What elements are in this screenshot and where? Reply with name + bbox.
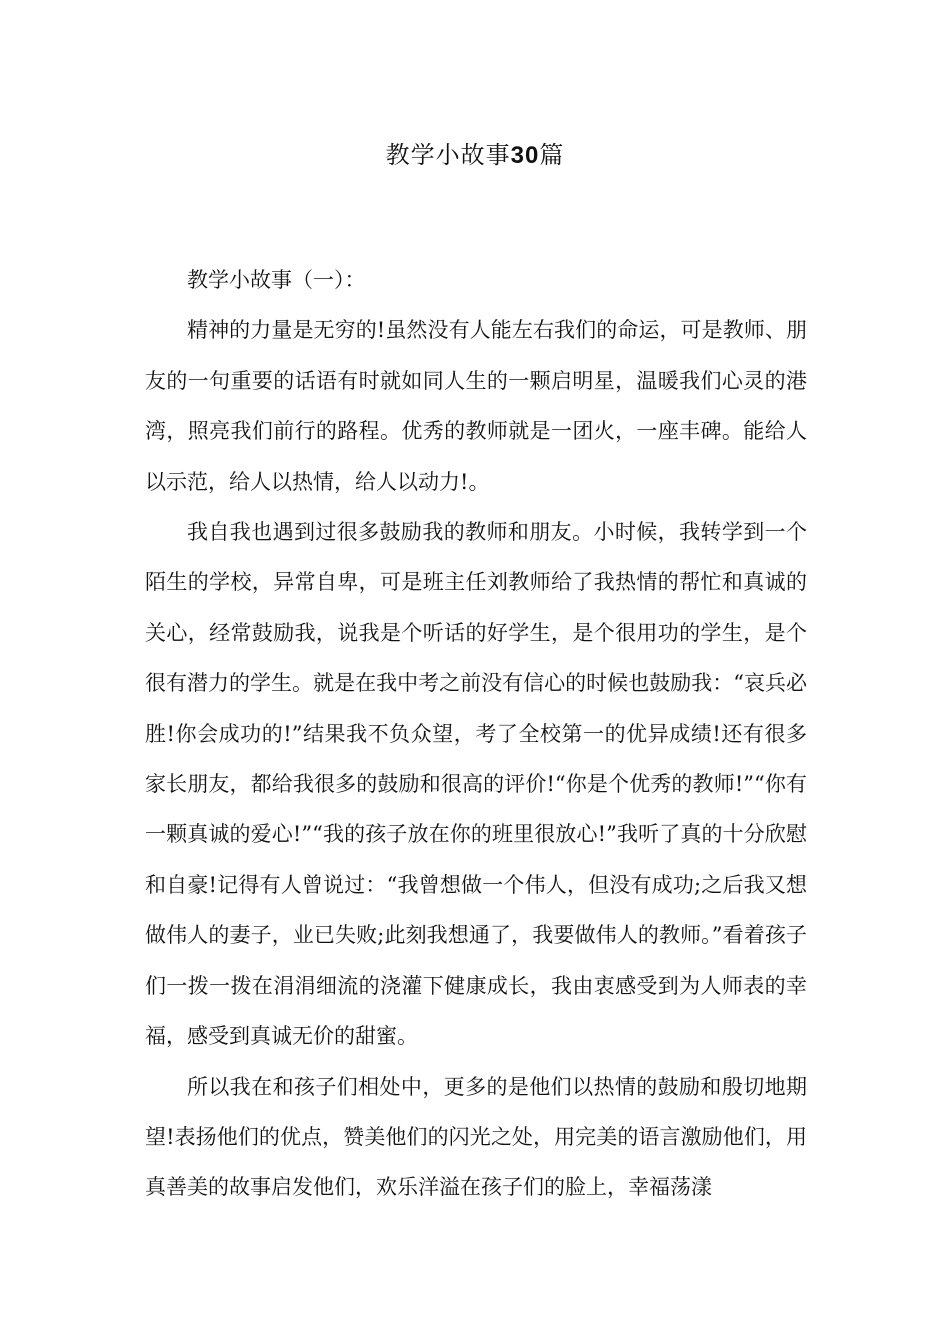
paragraph: 所以我在和孩子们相处中，更多的是他们以热情的鼓励和殷切地期望!表扬他们的优点，赞美他们的闪光之处，用完美的语言激励他们，用真善美的故事启发他们，欢乐洋溢在孩子们的脸上，幸福荡漾 bbox=[145, 1074, 807, 1200]
title-suffix: 篇 bbox=[539, 141, 565, 169]
paragraph: 精神的力量是无穷的!虽然没有人能左右我们的命运，可是教师、朋友的一句重要的话语有时就如同人生的一颗启明星，温暖我们心灵的港湾，照亮我们前行的路程。优秀的教师就是一团火，一座丰碑。能给人以示范，给人以热情，给人以动力!。 bbox=[145, 318, 807, 494]
title-number: 30 bbox=[510, 142, 540, 169]
document-title bbox=[0, 138, 950, 173]
section-heading: 教学小故事（一）： bbox=[187, 268, 366, 292]
paragraph: 我自我也遇到过很多鼓励我的教师和朋友。小时候，我转学到一个陌生的学校，异常自卑，可是班主任刘教师给了我热情的帮忙和真诚的关心，经常鼓励我，说我是个听话的好学生，是个很用功的学生，是个很有潜力的学生。就是在我中考之前没有信心的时候也鼓励我：“哀兵必胜!你会成功的!”结果我不负众望，考了全校第一的优异成绩!还有很多家长朋友，都给我很多的鼓励和很高的评价!“你是个优秀的教师!”“你有一颗真诚的爱心!”“我的孩子放在你的班里很放心!”我听了真的十分欣慰和自豪!记得有人曾说过：“我曾想做一个伟人，但没有成功;之后我又想做伟人的妻子，业已失败;此刻我想通了，我要做伟人的教师。”看着孩子们一拨一拨在涓涓细流的浇灌下健康成长，我由衷感受到为人师表的幸福，感受到真诚无价的甜蜜。 bbox=[145, 520, 807, 1049]
title-text: 教学小故事 bbox=[385, 141, 511, 169]
document-body bbox=[145, 255, 807, 1213]
